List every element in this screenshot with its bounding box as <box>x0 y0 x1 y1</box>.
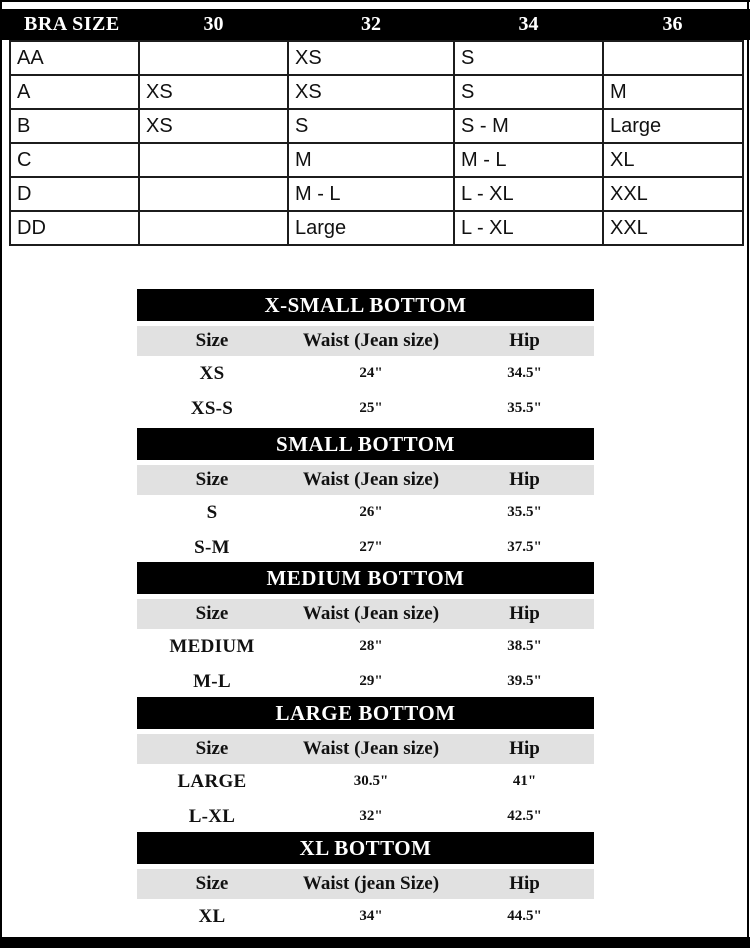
table-row <box>10 143 743 177</box>
bra-cell: Large <box>288 211 454 245</box>
hip-column-header: Hip <box>509 603 540 624</box>
bra-cell: XL <box>603 143 743 177</box>
waist-value: 27" <box>359 539 383 555</box>
band-size-32-header: 32 <box>361 13 381 35</box>
xl-bottom-table <box>137 832 594 934</box>
column-header-row <box>137 734 594 764</box>
bra-size-table <box>9 40 744 246</box>
table-row <box>10 41 743 75</box>
bra-cell <box>139 143 288 177</box>
hip-value: 42.5" <box>507 808 542 824</box>
bra-cell: S <box>454 41 603 75</box>
page-border-right <box>747 0 749 937</box>
page-border-left <box>0 0 2 948</box>
size-column-header: Size <box>195 603 229 624</box>
hip-value: 37.5" <box>507 539 542 555</box>
column-header-row <box>137 326 594 356</box>
waist-column-header: Waist (jean Size) <box>302 873 440 894</box>
table-title: MEDIUM BOTTOM <box>137 562 594 594</box>
size-value: XL <box>198 905 226 927</box>
size-value: L-XL <box>188 805 236 827</box>
bra-cell: XS <box>288 41 454 75</box>
waist-value: 32" <box>359 808 383 824</box>
bra-cell: M <box>288 143 454 177</box>
table-title: XL BOTTOM <box>137 832 594 864</box>
column-header-row <box>137 869 594 899</box>
table-row <box>137 495 594 530</box>
bra-cell: M - L <box>454 143 603 177</box>
cup-size-cell: AA <box>10 41 139 75</box>
hip-value: 38.5" <box>507 638 542 654</box>
table-row <box>137 799 594 834</box>
column-header-row <box>137 465 594 495</box>
size-value: S-M <box>194 536 230 558</box>
waist-column-header: Waist (Jean size) <box>302 738 440 759</box>
hip-value: 35.5" <box>507 504 542 520</box>
table-row <box>137 629 594 664</box>
table-row <box>137 764 594 799</box>
band-size-36-header: 36 <box>662 13 683 35</box>
table-title: SMALL BOTTOM <box>137 428 594 460</box>
cup-size-cell: A <box>10 75 139 109</box>
bra-cell: S - M <box>454 109 603 143</box>
waist-column-header: Waist (Jean size) <box>302 469 440 490</box>
waist-column-header: Waist (Jean size) <box>302 330 440 351</box>
small-bottom-table <box>137 428 594 565</box>
size-value: MEDIUM <box>169 635 255 657</box>
waist-value: 34" <box>359 908 383 924</box>
xsmall-bottom-table <box>137 289 594 426</box>
bra-cell: XS <box>139 109 288 143</box>
size-value: S <box>206 501 218 523</box>
bra-cell: Large <box>603 109 743 143</box>
hip-value: 41" <box>512 773 537 789</box>
page-border-bottom <box>0 937 750 948</box>
waist-column-header: Waist (Jean size) <box>302 603 440 624</box>
bra-size-header-label: BRA SIZE <box>24 13 120 35</box>
bra-size-table-header <box>0 9 750 40</box>
table-title: LARGE BOTTOM <box>137 697 594 729</box>
bra-cell <box>139 41 288 75</box>
cup-size-cell: DD <box>10 211 139 245</box>
large-bottom-table <box>137 697 594 834</box>
table-row <box>137 664 594 699</box>
bra-cell: L - XL <box>454 177 603 211</box>
column-header-row <box>137 599 594 629</box>
size-value: M-L <box>193 670 231 692</box>
page-border-top <box>0 0 750 2</box>
hip-value: 34.5" <box>507 365 542 381</box>
hip-column-header: Hip <box>509 738 540 759</box>
size-column-header: Size <box>195 873 229 894</box>
cup-size-cell: D <box>10 177 139 211</box>
table-row <box>10 75 743 109</box>
waist-value: 28" <box>359 638 383 654</box>
hip-column-header: Hip <box>509 330 540 351</box>
medium-bottom-table <box>137 562 594 699</box>
hip-value: 44.5" <box>507 908 542 924</box>
bra-cell <box>139 211 288 245</box>
size-value: LARGE <box>177 770 247 792</box>
table-row <box>137 530 594 565</box>
table-row <box>137 391 594 426</box>
bra-cell: L - XL <box>454 211 603 245</box>
cup-size-cell: C <box>10 143 139 177</box>
size-column-header: Size <box>195 330 229 351</box>
hip-value: 39.5" <box>507 673 542 689</box>
waist-value: 30.5" <box>353 773 389 789</box>
hip-column-header: Hip <box>509 469 540 490</box>
bra-cell: XXL <box>603 211 743 245</box>
bra-cell: M <box>603 75 743 109</box>
band-size-34-header: 34 <box>518 13 539 35</box>
table-row <box>10 109 743 143</box>
table-row <box>10 177 743 211</box>
waist-value: 25" <box>359 400 383 416</box>
size-column-header: Size <box>195 738 229 759</box>
table-row <box>137 899 594 934</box>
table-row <box>10 211 743 245</box>
waist-value: 29" <box>359 673 383 689</box>
bra-cell <box>139 177 288 211</box>
hip-value: 35.5" <box>507 400 542 416</box>
bra-cell: M - L <box>288 177 454 211</box>
size-column-header: Size <box>195 469 229 490</box>
table-title: X-SMALL BOTTOM <box>137 289 594 321</box>
hip-column-header: Hip <box>509 873 540 894</box>
band-size-30-header: 30 <box>203 13 224 35</box>
table-row <box>137 356 594 391</box>
size-value: XS-S <box>190 397 234 419</box>
bra-cell: S <box>288 109 454 143</box>
bra-cell: XS <box>139 75 288 109</box>
waist-value: 26" <box>359 504 383 520</box>
bra-cell: S <box>454 75 603 109</box>
bra-cell: XXL <box>603 177 743 211</box>
bra-cell: XS <box>288 75 454 109</box>
size-value: XS <box>199 362 225 384</box>
cup-size-cell: B <box>10 109 139 143</box>
bra-cell <box>603 41 743 75</box>
waist-value: 24" <box>359 365 383 381</box>
